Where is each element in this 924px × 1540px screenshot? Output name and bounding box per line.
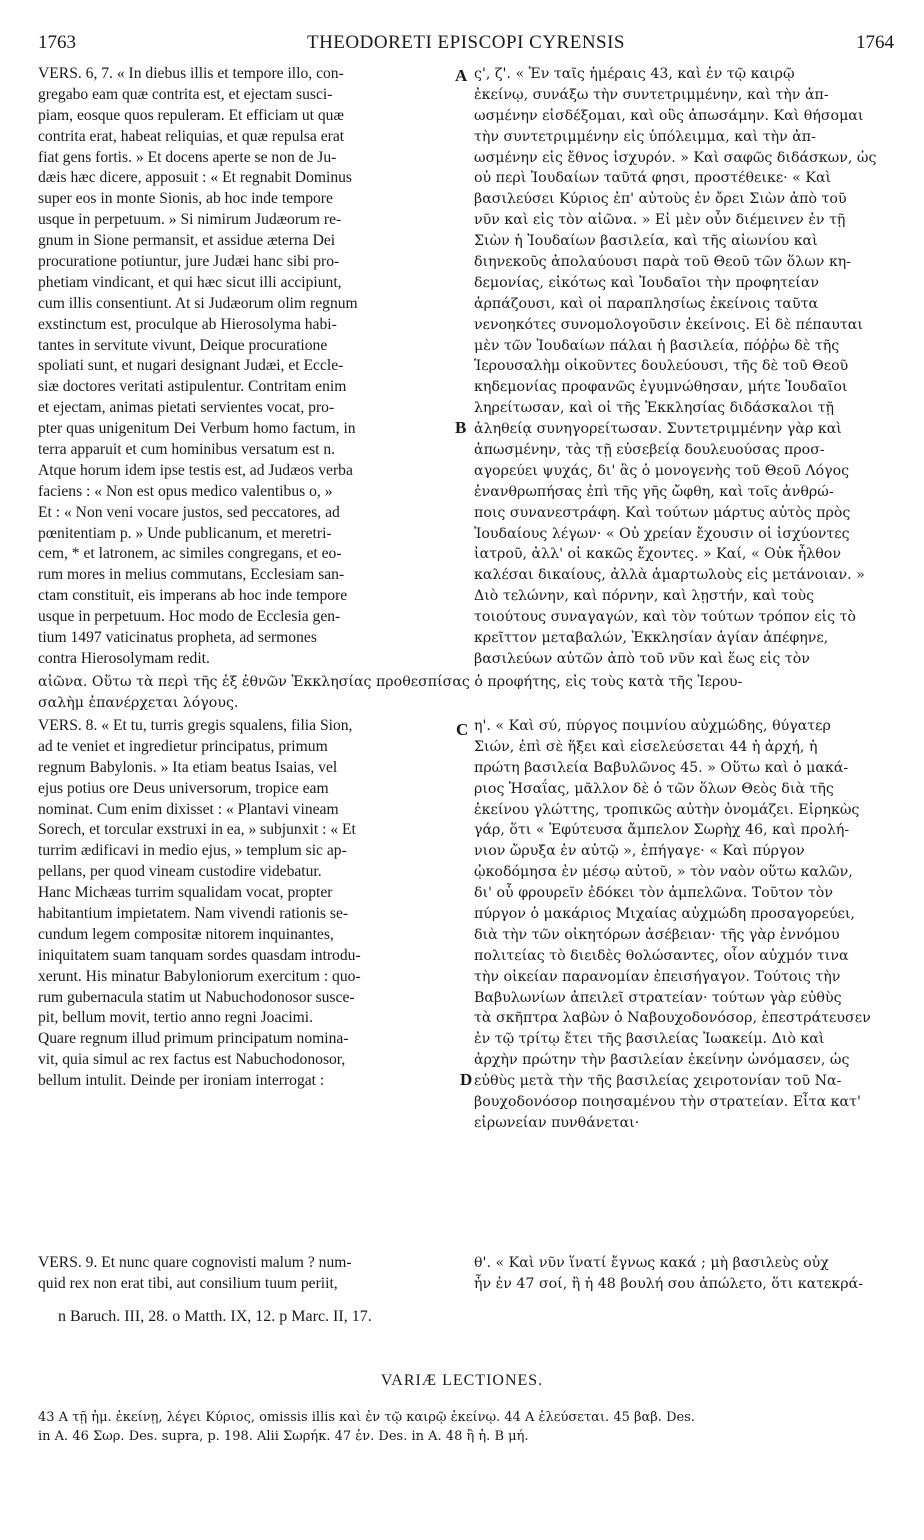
- text-line: ἀπωσμένην, τὰς τῇ εὐσεβείᾳ δουλευούσας προσ-: [474, 442, 825, 459]
- text-line: regnum Babylonis. » Ita etiam beatus Isaias, vel: [38, 758, 338, 776]
- text-line: quid rex non erat tibi, aut consilium tuum periit,: [38, 1274, 338, 1292]
- text-line: νενοηκότες συνομολογοῦσιν ἐκείνοις. Εἰ δὲ πέπαυται: [474, 316, 863, 333]
- text-line: θ'. « Καὶ νῦν ἵνατί ἔγνως κακά ; μὴ βασιλεὺς οὐχ: [474, 1255, 829, 1271]
- text-line: pit, bellum movit, tertio anno regni Joacimi.: [38, 1009, 314, 1027]
- running-header: [38, 32, 894, 56]
- greek-fullwidth-passage: [38, 672, 894, 714]
- text-line: in A. 46 Σωρ. Des. supra, p. 198. Alii Σωρήκ. 47 ἐν. Des. in A. 48 ἢ ἡ. B μή.: [38, 1429, 529, 1444]
- text-line: τὰ σκῆπτρα λαβὼν ὁ Ναβουχοδονόσορ, ἐπεστράτευσεν: [474, 1010, 871, 1027]
- text-line: ἦν ἐν 47 σοί, ἢ ἡ 48 βουλή σου ἀπώλετο, ὅτι κατεκρά-: [474, 1275, 863, 1292]
- latin-verse-9: [38, 1253, 452, 1295]
- text-line: πολιτείας τὸ διειδὲς θολώσαντες, οἷον αὐχμόν τινα: [474, 947, 849, 964]
- text-line: siæ doctores veritati astipulentur. Contritam enim: [38, 378, 347, 396]
- text-line: procuratione potiuntur, jure Judæi hanc sibi pro-: [38, 253, 340, 271]
- latin-column-top: [38, 64, 452, 670]
- text-line: VERS. 8. « Et tu, turris gregis squalens, filia Sion,: [38, 717, 353, 734]
- text-line: τὴν συντετριμμένην εἰς ὑπόλειμμα, καὶ τὴν ἀπ-: [474, 128, 816, 145]
- greek-column-top: [474, 64, 894, 670]
- text-line: ejus potius ore Deus universorum, tropice eam: [38, 779, 329, 797]
- text-line: ἐκείνῳ, συνάξω τὴν συντετριμμένην, καὶ τὴν ἀπ-: [474, 86, 829, 103]
- greek-column-bottom: [474, 716, 894, 1134]
- page-number-right: 1764: [856, 32, 894, 53]
- text-line: ἀληθείᾳ συνηγορείτωσαν. Συντετριμμένην γὰρ καὶ: [474, 421, 842, 438]
- text-line: vit, quia simul ac rex factus est Nabuchodonosor,: [38, 1051, 346, 1069]
- text-line: αγορεύει ψυχάς, δι' ἃς ὁ μονογενὴς τοῦ Θεοῦ Λόγος: [474, 462, 850, 479]
- margin-letter-b: B: [455, 418, 467, 437]
- text-line: pellans, per quod vineam custodire videbatur.: [38, 863, 322, 881]
- text-line: γάρ, ὅτι « Ἐφύτευσα ἄμπελον Σωρὴχ 46, καὶ προλή-: [474, 822, 850, 839]
- text-line: πύργον ὁ μακάριος Μιχαίας αὐχμώδη προσαγορεύει,: [474, 906, 855, 923]
- text-line: Σιών, ἐπὶ σὲ ἥξει καὶ εἰσελεύσεται 44 ἡ ἀρχή, ἡ: [474, 738, 818, 755]
- text-line: tantes in servitute vivunt, Deique procuratione: [38, 336, 328, 354]
- text-line: οὐ περὶ Ἰουδαίων ταῦτά φησι, προστέθεικε· « Καὶ: [474, 170, 832, 187]
- text-line: faciens : « Non est opus medico valentibus o, »: [38, 482, 333, 500]
- text-line: Βαβυλωνίων ἀπειλεῖ στρατείαν· τούτων γὰρ εὐθὺς: [474, 989, 842, 1006]
- text-line: ἀρχὴν πρώτην τὴν βασιλείαν ἐκείνην ὠνόμασεν, ὡς: [474, 1052, 850, 1069]
- text-line: δι' οὗ φρουρεῖν ἐδόκει τὸν ἀμπελῶνα. Τοῦτον τὸν: [474, 885, 833, 902]
- margin-letter-c: C: [456, 720, 469, 739]
- text-line: phetiam vindicant, et qui hæc sicut illi accipiunt,: [38, 273, 342, 291]
- text-line: κρεῖττον μεταβαλών, Ἐκκλησίαν ἁγίαν ἀπέφηνε,: [474, 630, 829, 647]
- text-line: Διὸ τελώνην, καὶ πόρνην, καὶ λῃστήν, καὶ τοὺς: [474, 588, 815, 605]
- margin-letter-a: A: [455, 66, 468, 85]
- text-line: gregabo eam quæ contrita est, et ejectam susci-: [38, 85, 333, 103]
- text-line: tium 1497 vaticinatus propheta, ad sermones: [38, 629, 317, 647]
- text-line: xerunt. His minatur Babyloniorum exercitum : quo-: [38, 967, 361, 985]
- text-line: Hanc Michæas turrim squalidam vocat, propter: [38, 884, 333, 902]
- text-line: VERS. 6, 7. « In diebus illis et tempore illo, con-: [38, 65, 344, 82]
- text-line: ctam constituit, eis imperans ab hoc inde tempore: [38, 587, 348, 605]
- text-line: ᾠκοδόμησα ἐν μέσῳ αὐτοῦ, » τὸν ναὸν οὕτω καλῶν,: [474, 864, 853, 881]
- margin-letter-d: D: [460, 1070, 473, 1089]
- text-line: piam, eosque quos repuleram. Et efficiam ut quæ: [38, 106, 344, 124]
- text-line: τὴν οἰκείαν παρανομίαν ἐπεισήγαγον. Τούτοις τὴν: [474, 968, 841, 985]
- text-line: gnum in Sione permansit, et assidue æterna Dei: [38, 232, 336, 250]
- text-line: et ejectam, animas pietati servientes vocat, pro-: [38, 399, 335, 417]
- text-line: terra apparuit et cum hominibus versatum est n.: [38, 441, 336, 459]
- latin-column-bottom: [38, 716, 452, 1092]
- text-line: ἐν τῷ τρίτῳ ἔτει τῆς βασιλείας Ἰωακείμ. Διὸ καὶ: [474, 1031, 825, 1048]
- text-line: μὲν τῶν Ἰουδαίων πάλαι ἡ βασιλεία, πόῤῥω δὲ τῆς: [474, 337, 840, 354]
- text-line: iniquitatem suam tanquam sordes quasdam introdu-: [38, 946, 361, 964]
- text-line: αἰῶνα. Οὕτω τὰ περὶ τῆς ἐξ ἐθνῶν Ἐκκλησίας προθεσπίσας ὁ προφήτης, εἰς τοὺς κατὰ τῆς Ἱερου-: [38, 674, 743, 690]
- text-line: σαλὴμ ἐπανέρχεται λόγους.: [38, 694, 239, 711]
- text-line: rum gubernacula statim ut Nabuchodonosor susce-: [38, 988, 355, 1006]
- text-line: δεμονίας, εἰκότως καὶ Ἰουδαῖοι τὴν προφητείαν: [474, 274, 820, 291]
- text-line: ἰατροῦ, ἀλλ' οἱ κακῶς ἔχοντες. » Καί, « Οὐκ ἦλθον: [474, 546, 841, 563]
- text-line: εἰρωνείαν πυνθάνεται·: [474, 1114, 640, 1131]
- text-line: Sorech, et torcular exstruxi in ea, » subjunxit : « Et: [38, 821, 356, 839]
- text-line: pter quas unigenitum Dei Verbum homo factum, in: [38, 420, 356, 438]
- text-line: cem, * et latronem, ac similes congregans, et eo-: [38, 545, 342, 563]
- text-line: Ἱερουσαλὴμ οἰκοῦντες δουλεύουσι, τῆς δὲ τοῦ Θεοῦ: [474, 358, 849, 375]
- text-line: κηδεμονίας προφανῶς ἐγυμνώθησαν, μήτε Ἰουδαῖοι: [474, 379, 848, 396]
- text-line: spoliati sunt, et nugari designant Judæi, et Eccle-: [38, 357, 344, 375]
- text-line: ἐκείνου γλώττης, τροπικῶς αὐτὴν ὀνομάζει. Εἰρηκὼς: [474, 801, 860, 818]
- text-line: ποις συνανεστράφη. Καὶ τούτων μάρτυς αὐτὸς πρὸς: [474, 504, 851, 521]
- text-line: ἐνανθρωπήσας ἐπὶ τῆς γῆς ὤφθη, καὶ τοῖς ἀνθρώ-: [474, 483, 834, 500]
- text-line: βασιλεύσει Κύριος ἐπ' αὐτοὺς ἐν ὄρει Σιὼν ἀπὸ τοῦ: [474, 191, 847, 208]
- text-line: Et : « Non veni vocare justos, sed peccatores, ad: [38, 503, 340, 521]
- text-line: ωσμένην εἰς ἔθνος ἰσχυρόν. » Καὶ σαφῶς διδάσκων, ὡς: [474, 149, 877, 166]
- text-line: 43 Α τῇ ἡμ. ἐκείνῃ, λέγει Κύριος, omissis illis καὶ ἐν τῷ καιρῷ ἐκείνῳ. 44 Α ἐλεύσεται. 45 βαβ. Des.: [38, 1410, 695, 1425]
- text-line: usque in perpetuum. Hoc modo de Ecclesia gen-: [38, 608, 341, 626]
- text-line: contrita erat, habeat reliquias, et quæ repulsa erat: [38, 127, 345, 145]
- text-line: rum mores in melius commutans, Ecclesiam san-: [38, 566, 345, 584]
- variae-lectiones: [38, 1408, 894, 1446]
- text-line: ριος Ἡσαΐας, μᾶλλον δὲ ὁ τῶν ὅλων Θεὸς διὰ τῆς: [474, 780, 834, 797]
- text-line: η'. « Καὶ σύ, πύργος ποιμνίου αὐχμώδης, θύγατερ: [474, 718, 831, 734]
- text-line: Atque horum idem ipse testis est, ad Judæos verba: [38, 461, 353, 479]
- variae-lectiones-title: VARIÆ LECTIONES.: [380, 1372, 544, 1389]
- text-line: Σιὼν ἡ Ἰουδαίων βασιλεία, καὶ τῆς αἰωνίου καὶ: [474, 233, 818, 250]
- text-line: ληρείτωσαν, καὶ οἱ τῆς Ἐκκλησίας διδάσκαλοι τῇ: [474, 400, 834, 417]
- text-line: πρώτη βασιλεία Βαβυλῶνος 45. » Οὕτω καὶ ὁ μακά-: [474, 759, 849, 776]
- text-line: VERS. 9. Et nunc quare cognovisti malum ? num-: [38, 1254, 352, 1271]
- text-line: διὰ τὴν τῶν οἰκητόρων ἀσέβειαν· τῆς γὰρ ἐννόμου: [474, 926, 840, 943]
- text-line: βουχοδονόσορ ποιησαμένου τὴν στρατείαν. Εἶτα κατ': [474, 1094, 861, 1111]
- text-line: ad te veniet et ingredietur principatus, primum: [38, 737, 328, 755]
- text-line: τοιούτους συναγαγών, καὶ τὸν τούτων τρόπον εἰς τὸ: [474, 609, 856, 626]
- text-line: βασιλεύων αὐτῶν ἀπὸ τοῦ νῦν καὶ ἕως εἰς τὸν: [474, 650, 810, 667]
- text-line: εὐθὺς μετὰ τὴν τῆς βασιλείας χειροτονίαν τοῦ Να-: [474, 1073, 842, 1090]
- text-line: contra Hierosolymam redit.: [38, 649, 210, 667]
- text-line: nominat. Cum enim dixisset : « Plantavi vineam: [38, 800, 339, 818]
- text-line: cundum legem compositæ nitorem inquinantes,: [38, 925, 334, 943]
- text-line: pœnitentiam p. » Unde publicanum, et meretri-: [38, 524, 332, 542]
- text-line: cum illis consentiunt. At si Judæorum olim regnum: [38, 294, 358, 312]
- text-line: super eos in monte Sionis, ab hoc inde tempore: [38, 190, 333, 208]
- text-line: turrim ædificavi in medio ejus, » templum sic ap-: [38, 842, 347, 860]
- text-line: ς', ζ'. « Ἐν ταῖς ἡμέραις 43, καὶ ἐν τῷ καιρῷ: [474, 66, 795, 82]
- text-line: exstinctum est, proculque ab Hierosolyma habi-: [38, 315, 337, 333]
- text-line: dæis hæc dicere, apposuit : « Et regnabit Dominus: [38, 169, 352, 187]
- text-line: Quare regnum illud primum principatum nomina-: [38, 1030, 349, 1048]
- text-line: bellum intulit. Deinde per ironiam interrogat :: [38, 1072, 325, 1090]
- text-line: Ἰουδαίους λέγων· « Οὐ χρείαν ἔχουσιν οἱ ἰσχύοντες: [474, 525, 850, 542]
- greek-verse-9: [474, 1253, 894, 1295]
- text-line: usque in perpetuum. » Si nimirum Judæorum re-: [38, 211, 342, 229]
- text-line: ωσμένην εἰσδέξομαι, καὶ οὓς ἀπωσάμην. Καὶ θήσομαι: [474, 107, 864, 124]
- footnotes: n Baruch. III, 28. o Matth. IX, 12. p Marc. II, 17.: [58, 1308, 372, 1325]
- running-title: THEODORETI EPISCOPI CYRENSIS: [306, 32, 626, 53]
- text-line: νῦν καὶ εἰς τὸν αἰῶνα. » Εἰ μὲν οὖν διέμεινεν ἐν τῇ: [474, 212, 846, 229]
- page-number-left: 1763: [38, 32, 76, 53]
- text-line: habitantium impietatem. Nam vivendi rationis se-: [38, 905, 349, 923]
- text-line: νιον ὤρυξα ἐν αὐτῷ », ἐπήγαγε· « Καὶ πύργον: [474, 843, 805, 860]
- text-line: fiat gens fortis. » Et docens aperte se non de Ju-: [38, 148, 337, 166]
- text-line: διηνεκοῦς ἀπολαύουσι παρὰ τοῦ Θεοῦ τῶν ὅλων κη-: [474, 254, 852, 271]
- text-line: καλέσαι δικαίους, ἀλλὰ ἁμαρτωλοὺς εἰς μετάνοιαν. »: [474, 567, 865, 584]
- text-line: ἁρπάζουσι, καὶ οἱ παραπλησίως ἐκείνοις ταῦτα: [474, 295, 819, 312]
